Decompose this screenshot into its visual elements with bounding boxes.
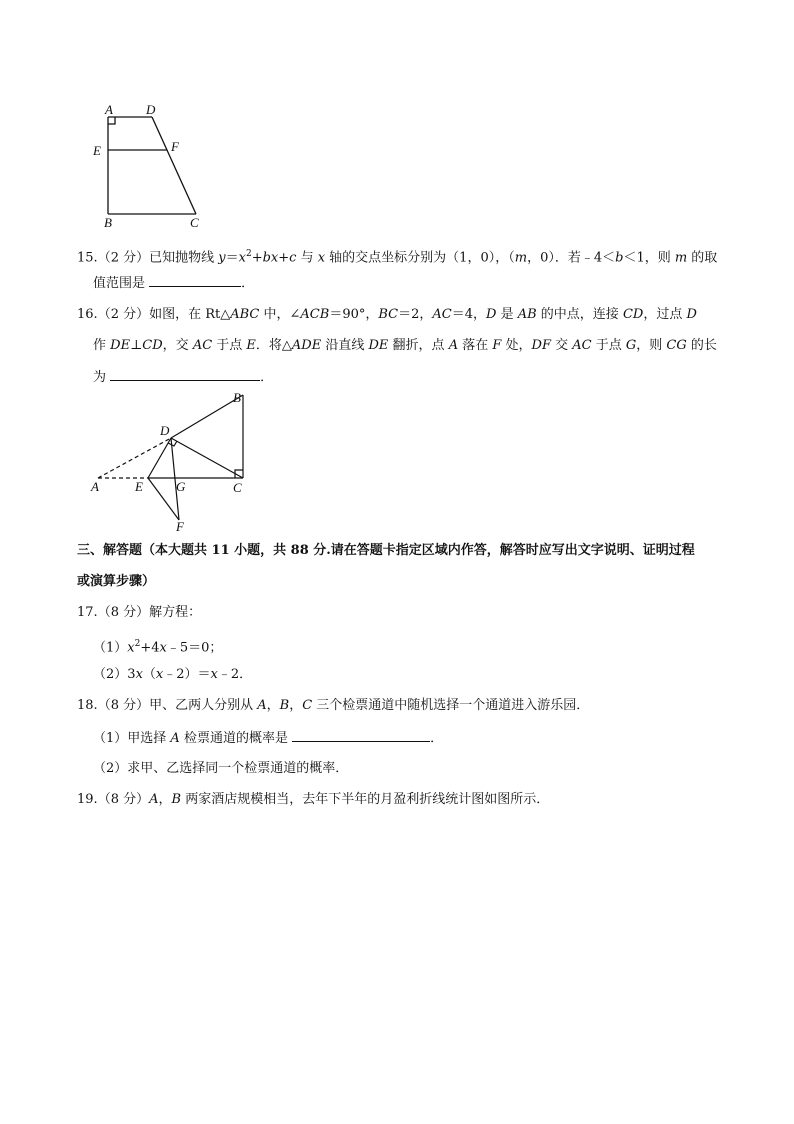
figure2-label-B: B <box>233 390 241 405</box>
figure1-label-F: F <box>171 139 179 154</box>
figure2-label-C: C <box>233 480 242 495</box>
figure2-label-D: D <box>160 423 170 438</box>
section-3-heading: 三、解答题（本大题共 11 小题，共 88 分.请在答题卡指定区域内作答，解答时应写出文字说明、证明过程 <box>77 543 695 558</box>
trapezoid-figure <box>85 98 215 232</box>
section-3-heading-line2: 或演算步骤） <box>77 574 156 589</box>
fold-triangle-figure <box>88 387 268 533</box>
question-18: 18.（8 分）甲、乙两人分别从 A，B，C 三个检票通道中随机选择一个通道进入游乐园． <box>77 698 590 713</box>
question-15-line1: 15.（2 分）已知抛物线 $y=x^2+bx+c$ 与 x 轴的交点坐标分别为（1，0），（m，0）．若﹣4＜b＜1，则 m 的取 <box>77 249 718 266</box>
figure1-label-B: B <box>104 215 112 230</box>
figure2-label-F: F <box>176 519 184 533</box>
answer-blank-15[interactable] <box>149 274 241 287</box>
question-19: 19.（8 分）A，B 两家酒店规模相当，去年下半年的月盈利折线统计图如图所示． <box>77 792 550 807</box>
figure2-label-E: E <box>135 479 143 494</box>
question-17-part1: $(1)x^2+4x﹣5=0$； <box>93 639 223 656</box>
figure1-label-E: E <box>93 143 101 158</box>
question-17-part2: （2）3x（x﹣2）＝x﹣2． <box>93 667 253 682</box>
figure1-label-D: D <box>146 102 156 117</box>
question-16-line1: 16.（2 分）如图，在 Rt△ABC 中，∠ACB＝90°，BC＝2，AC＝4，D 是 AB 的中点，连接 CD，过点 D <box>77 307 697 322</box>
answer-blank-16[interactable] <box>110 368 260 381</box>
question-16-line3: 为 ． <box>93 370 274 385</box>
figure2-label-A: A <box>91 479 99 494</box>
question-18-part1: （1）甲选择 A 检票通道的概率是 ． <box>93 731 444 746</box>
figure2-label-G: G <box>176 479 186 494</box>
question-15-line2: 值范围是 ． <box>93 276 255 291</box>
question-17: 17.（8 分）解方程： <box>77 605 202 620</box>
question-18-part2: （2）求甲、乙选择同一个检票通道的概率． <box>93 761 349 776</box>
figure1-label-A: A <box>105 102 113 117</box>
figure1-label-C: C <box>190 215 199 230</box>
question-16-line2: 作 DE⊥CD，交 AC 于点 E．将△ADE 沿直线 DE 翻折，点 A 落在 F 处，DF 交 AC 于点 G，则 CG 的长 <box>93 338 717 353</box>
answer-blank-18[interactable] <box>292 729 430 742</box>
